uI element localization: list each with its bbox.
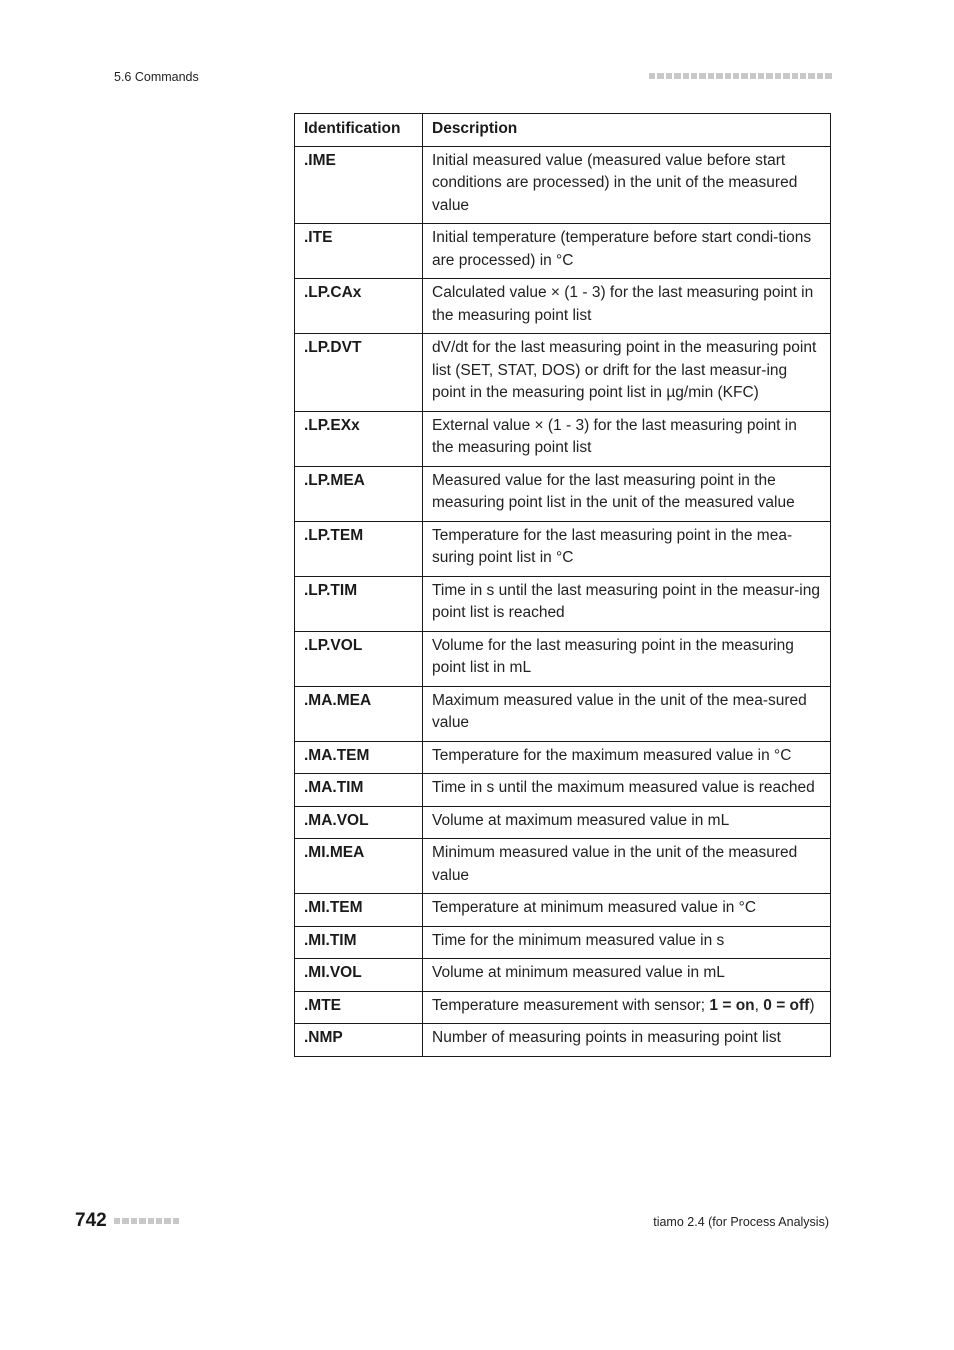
- row-description: Volume for the last measuring point in the measuring point list in mL: [423, 631, 831, 686]
- table-row: [295, 411, 831, 466]
- row-identification: .MI.VOL: [295, 959, 423, 992]
- section-label: 5.6 Commands: [114, 70, 199, 84]
- table-header-row: [295, 114, 831, 147]
- row-description: Measured value for the last measuring point in the measuring point list in the unit of the measured value: [423, 466, 831, 521]
- table-row: [295, 334, 831, 412]
- row-description: Temperature at minimum measured value in °C: [423, 894, 831, 927]
- row-identification: .MI.TEM: [295, 894, 423, 927]
- row-description: Volume at minimum measured value in mL: [423, 959, 831, 992]
- table-row: [295, 806, 831, 839]
- row-description: Minimum measured value in the unit of the measured value: [423, 839, 831, 894]
- row-description: Temperature for the maximum measured value in °C: [423, 741, 831, 774]
- row-identification: .MA.VOL: [295, 806, 423, 839]
- desc-text: Temperature measurement with sensor;: [432, 996, 710, 1014]
- table-row: [295, 576, 831, 631]
- table-row: [295, 1024, 831, 1057]
- row-description: Maximum measured value in the unit of the mea-sured value: [423, 686, 831, 741]
- footer-decoration-dots: [114, 1218, 179, 1224]
- row-description: Initial temperature (temperature before start condi-tions are processed) in °C: [423, 224, 831, 279]
- table-row: [295, 466, 831, 521]
- table-row: [295, 224, 831, 279]
- row-description: dV/dt for the last measuring point in the measuring point list (SET, STAT, DOS) or drift for the last measur-ing point in the measuring point list in µg/min (KFC): [423, 334, 831, 412]
- row-description: [423, 991, 831, 1024]
- row-identification: .LP.TEM: [295, 521, 423, 576]
- row-identification: .MI.MEA: [295, 839, 423, 894]
- row-identification: .LP.TIM: [295, 576, 423, 631]
- row-identification: .LP.MEA: [295, 466, 423, 521]
- header-decoration-dots: [649, 73, 832, 79]
- row-description: Time in s until the maximum measured value is reached: [423, 774, 831, 807]
- row-description: Time in s until the last measuring point in the measur-ing point list is reached: [423, 576, 831, 631]
- row-description: Initial measured value (measured value before start conditions are processed) in the unit of the measured value: [423, 146, 831, 224]
- column-header-description: Description: [423, 114, 831, 147]
- table-row: [295, 146, 831, 224]
- table-row: [295, 741, 831, 774]
- row-description: External value × (1 - 3) for the last measuring point in the measuring point list: [423, 411, 831, 466]
- row-identification: .MA.TEM: [295, 741, 423, 774]
- row-identification: .MA.MEA: [295, 686, 423, 741]
- row-description: Calculated value × (1 - 3) for the last measuring point in the measuring point list: [423, 279, 831, 334]
- desc-closing: ): [809, 996, 815, 1014]
- row-identification: .LP.DVT: [295, 334, 423, 412]
- row-description: Number of measuring points in measuring point list: [423, 1024, 831, 1057]
- row-identification: .LP.CAx: [295, 279, 423, 334]
- row-identification: .MA.TIM: [295, 774, 423, 807]
- footer-document-title: tiamo 2.4 (for Process Analysis): [653, 1215, 829, 1229]
- table-row: [295, 894, 831, 927]
- row-description: Temperature for the last measuring point in the mea-suring point list in °C: [423, 521, 831, 576]
- table-row: [295, 521, 831, 576]
- table-row: [295, 686, 831, 741]
- row-identification: .LP.EXx: [295, 411, 423, 466]
- desc-on-value: 1 = on: [709, 996, 755, 1014]
- table-row: [295, 959, 831, 992]
- row-identification: .LP.VOL: [295, 631, 423, 686]
- table-row: [295, 774, 831, 807]
- row-identification: .MI.TIM: [295, 926, 423, 959]
- row-identification: .MTE: [295, 991, 423, 1024]
- row-identification: .ITE: [295, 224, 423, 279]
- desc-off-value: 0 = off: [763, 996, 810, 1014]
- row-description: Time for the minimum measured value in s: [423, 926, 831, 959]
- table-row: [295, 991, 831, 1024]
- desc-separator: ,: [754, 996, 764, 1014]
- row-description: Volume at maximum measured value in mL: [423, 806, 831, 839]
- table-row: [295, 279, 831, 334]
- table-row: [295, 631, 831, 686]
- commands-table: [294, 113, 831, 1057]
- column-header-identification: Identification: [295, 114, 423, 147]
- table-row: [295, 926, 831, 959]
- row-identification: .NMP: [295, 1024, 423, 1057]
- table-row: [295, 839, 831, 894]
- row-identification: .IME: [295, 146, 423, 224]
- page-number: 742: [75, 1210, 107, 1231]
